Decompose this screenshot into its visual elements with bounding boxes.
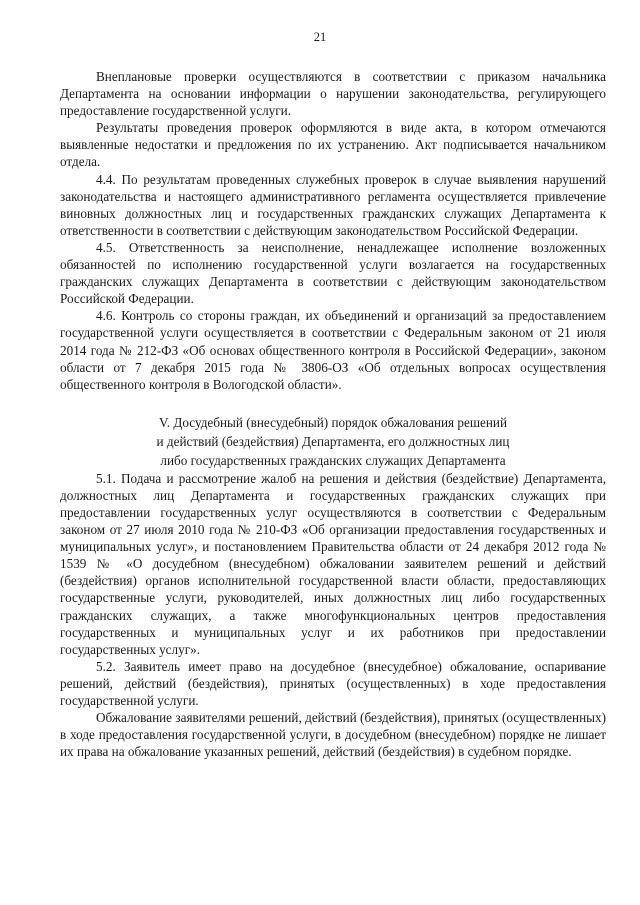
paragraph-4-5: 4.5. Ответственность за неисполнение, ненадлежащее исполнение возложенных обязанностей по исполнению государственной услуги возлагается на государственных гражданских служащих Департамента в соответствии с действующим законодательством Российской Федерации. [60, 239, 606, 307]
paragraph-4-4: 4.4. По результатам проведенных служебных проверок в случае выявления нарушений законодательства и настоящего административного регламента осуществляется привлечение виновных должностных лиц и государственных гражданских служащих Департамента к ответственности в соответствии с действующим законодательством Российской Федерации. [60, 171, 606, 238]
paragraph-inspection-results: Результаты проведения проверок оформляются в виде акта, в котором отмечаются выявленные недостатки и предложения по их устранению. Акт подписывается начальником отдела. [60, 120, 606, 170]
page-number: 21 [313, 30, 327, 44]
paragraph-unscheduled-inspections: Внеплановые проверки осуществляются в соответствии с приказом начальника Департамента на основании информации о нарушении законодательства, регулирующего предоставление государственной услуги. [60, 69, 606, 119]
paragraph-4-6: 4.6. Контроль со стороны граждан, их объединений и организаций за предоставлением государственной услуги осуществляется в соответствии с Федеральным законом от 21 июля 2014 года № 212-ФЗ «Об основах общественного контроля в Российской Федерации», законом области от 7 декабря 2015 года № 3806-ОЗ «Об отдельных вопросах осуществления общественного контроля в Вологодской области». [60, 308, 606, 392]
section-v-heading-line-2: и действий (бездействия) Департамента, его должностных лиц [156, 433, 510, 449]
paragraph-5-1: 5.1. Подача и рассмотрение жалоб на решения и действия (бездействие) Департамента, должностных лиц Департамента и государственных гражданских служащих при предоставлении государственных услуг осуществляются в соответствии с Федеральным законом от 27 июля 2010 года № 210-ФЗ «Об организации предоставления государственных и муниципальных услуг», и постановлением Правительства области от 24 декабря 2012 года № 1539 № «О досудебном (внесудебном) обжаловании заявителем решений и действий (бездействия) органов исполнительной государственной власти области, предоставляющих государственные услуги, руководителей, иных должностных лиц либо государственных гражданских служащих, а также многофункциональных центров предоставления государственных и муниципальных услуг и их работников при предоставлении государственных услуг». [60, 470, 606, 657]
paragraph-appeal-rights: Обжалование заявителями решений, действий (бездействия), принятых (осуществленных) в ходе предоставления государственной услуги, в досудебном (внесудебном) порядке не лишает их права на обжалование указанных решений, действий (бездействия) в судебном порядке. [60, 710, 606, 760]
section-v-heading-line-3: либо государственных гражданских служащих Департамента [160, 452, 506, 468]
document-body [60, 68, 606, 760]
section-v-heading-line-1: V. Досудебный (внесудебный) порядок обжалования решений [158, 414, 508, 430]
paragraph-5-2: 5.2. Заявитель имеет право на досудебное (внесудебное) обжалование, оспаривание решений, действий (бездействия), принятых (осуществленных) в ходе предоставления государственной услуги. [60, 658, 606, 708]
section-v-heading [60, 413, 606, 470]
